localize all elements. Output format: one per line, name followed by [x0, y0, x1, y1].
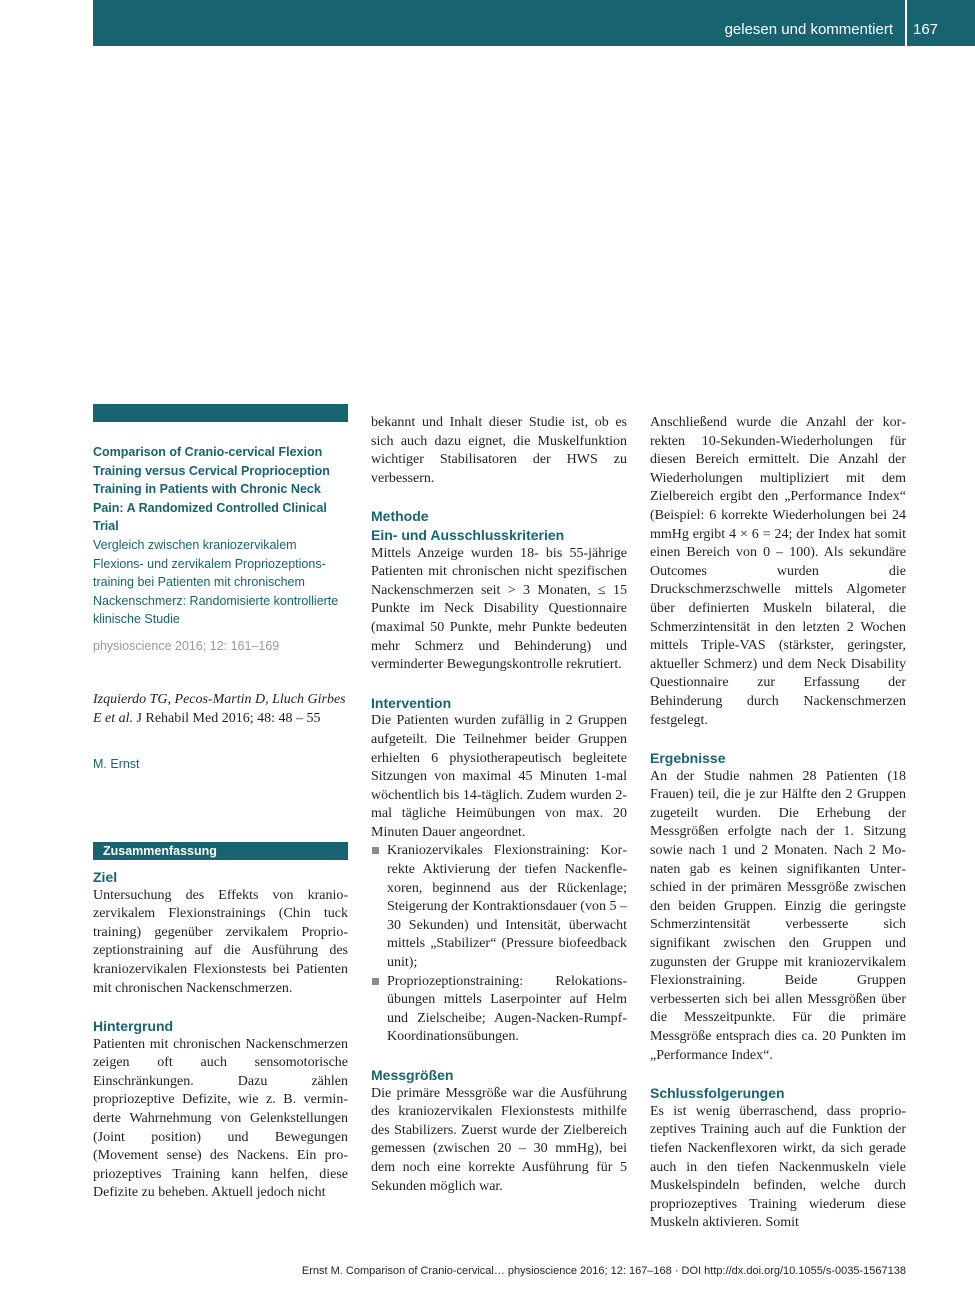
journal-citation: physioscience 2016; 12: 161–169 — [93, 638, 280, 653]
page-header — [93, 0, 975, 46]
page-number: 167 — [913, 21, 939, 38]
column-middle — [371, 414, 627, 1196]
heading-hintergrund: Hintergrund — [93, 1018, 174, 1035]
reference — [93, 690, 348, 728]
text-schlussfolgerungen: Es ist wenig überraschend, dass propriozeptives Training auch auf die Funktion der tiefen Nackenflexoren wirkt, da sich gerade auch in den tiefen Nackenmuskeln viele Muskelspindeln befinden, welche durch propriozeptives Training wiederum diese Muskeln aktivieren. Somit — [650, 1103, 906, 1231]
text-ergebnisse: An der Studie nahmen 28 Patienten (18 Frauen) teil, die je zur Hälfte den 2 Gruppen zugeteilt wurden. Die Erhebung der Messgrößen erfolgte nach der 1. Sitzung sowie nach 1 und 2 Monaten. Nach 2 Monaten gab es keinen signifikanten Unterschied in der primären Messgröße zwischen den beiden Gruppen. Einzig die geringste Schmerzintensität verbesserte sich signifikant zwischen den Gruppen und zugunsten der Gruppe mit kraniozervikalem Flexionstraining. Beide Gruppen verbesserten sich bei allen Messgrößen über die Messzeitpunkte. Für die primäre Messgröße entsprach dies ca. 20 Punkten im „Performance Index“. — [650, 768, 906, 1063]
text-col3-intro: Anschließend wurde die Anzahl der korrekten 10-Sekunden-Wiederholungen für diesen Bereich ermittelt. Die Anzahl der Wiederholungen multipliziert mit dem Zielbereich ergibt den „Performance Index“ (Beispiel: 6 korrekte Wiederholungen bei 24 mmHg ergibt 4 × 6 = 24; der Index hat somit einen Bereich von 0 – 100). Als sekundäre Outcomes wurden die Druckschmerzschwelle mittels Algometer über definierten Muskeln bilateral, die Schmerzintensität in den letzten 2 Wochen mittels Triple-VAS (stärkster, geringster, aktueller Schmerz) und dem Neck Disability Questionnaire zur Erfassung der Behinderung durch Nackenschmerzen festgelegt. — [650, 415, 906, 728]
list-item: Kraniozervikales Flexionstraining: Korrekte Aktivierung der tiefen Nackenflexoren, beginnend aus der Rückenlage; Steigerung der Kontraktionsdauer (von 5 – 30 Sekunden) und Intensität, überwacht mittels „Stabilizer“ (Pressure biofeedback unit); — [371, 842, 627, 972]
text-intervention: Die Patienten wurden zufällig in 2 Gruppen aufgeteilt. Die Teilnehmer beider Gruppen erhielten 6 physiotherapeutisch begleitete Sitzungen von maximal 45 Minuten 1-mal wöchentlich bis 14-täglich. Zudem wurden 2-mal tägliche Heimübungen von max. 20 Minuten Dauer angeordnet. — [371, 713, 627, 840]
heading-ziel: Ziel — [93, 868, 118, 885]
text-ziel: Untersuchung des Effekts von kraniozervikalem Flexionstrainings (Chin tuck training) gegenüber zervikalem Propriozeptionstraining auf die Ausführung des kraniozervikalen Flexionstests bei Patienten mit chronischen Nackenschmerzen. — [93, 887, 348, 996]
title-bar — [93, 404, 348, 422]
page-footer: Ernst M. Comparison of Cranio-cervical… physioscience 2016; 12: 167–168 · DOI http://dx.doi.org/10.1055/s-0035-1567138 — [301, 1265, 906, 1277]
reference-source: J Rehabil Med 2016; 48: 48 – 55 — [133, 710, 321, 726]
column-right — [650, 414, 906, 1233]
text-hintergrund: Patienten mit chronischen Nackenschmerzen zeigen oft auch sensomotorische Einschränkungen. Dazu zählen propriozeptive Defizite, wie z. B. verminderte Wahrnehmung von Gelenkstellungen (Joint position) und Bewegungen (Movement sense) des Nackens. Ein propriozeptives Training kann helfen, diese Defizite zu beheben. Aktuell jedoch nicht — [93, 1036, 348, 1201]
reviewer: M. Ernst — [93, 756, 140, 771]
summary-heading: Zusammenfassung — [93, 842, 348, 860]
bullet-square-icon — [372, 847, 379, 854]
text-einausschluss: Mittels Anzeige wurden 18- bis 55-jährige Patienten mit chronischen nicht spezifischen Nackenschmerzen seit > 3 Monaten, ≤ 15 Punkte im Neck Disability Questionnaire (maximal 50 Punkte, mehr Punkte bedeuten mehr Schmerz und Behinderung) und verminderter Bewegungskontrolle rekrutiert. — [371, 545, 627, 673]
article-title-en: Comparison of Cranio-cervical Flexion Training versus Cervical Proprioception Training in Patients with Chronic Neck Pain: A Randomized Controlled Clinical Trial — [93, 445, 330, 534]
reference-authors: Izquierdo TG, Pecos-Martin D, Lluch Girbes E et al. — [93, 691, 346, 726]
text-messgroessen: Die primäre Messgröße war die Ausführung des kraniozervikalen Flexionstests mithilfe des Stabilizers. Zuerst wurde der Zielbereich gemessen (zwischen 20 – 30 mmHg), bei dem noch eine korrekte Ausführung für 5 Sekunden möglich war. — [371, 1085, 627, 1194]
bullet-square-icon — [372, 978, 379, 985]
heading-ergebnisse: Ergebnisse — [650, 750, 726, 767]
heading-schlussfolgerungen: Schlussfolgerungen — [650, 1085, 785, 1102]
heading-einausschluss: Ein- und Ausschlusskriterien — [371, 526, 565, 543]
heading-intervention: Intervention — [371, 694, 452, 711]
article-title-de: Vergleich zwischen kraniozervikalem Flexions- und zervikalem Propriozeptionstraining bei Patienten mit chronischem Nackenschmerz: Randomisierte kontrollierte klinische Studie — [93, 537, 339, 627]
column-left — [93, 404, 348, 1203]
heading-methode: Methode — [371, 508, 429, 525]
list-item: Propriozeptionstraining: Relokationsübungen mittels Laserpointer auf Helm und Zielscheibe; Augen-Nacken-Rumpf-Koordinationsübungen. — [371, 973, 627, 1047]
intervention-list — [371, 842, 627, 1047]
heading-messgroessen: Messgrößen — [371, 1067, 454, 1083]
text-col2-intro: bekannt und Inhalt dieser Studie ist, ob es sich auch dazu eignet, die Muskelfunktion wichtiger Stabilisatoren der HWS zu verbessern. — [371, 415, 627, 486]
section-title: gelesen und kommentiert — [724, 21, 893, 38]
header-divider — [905, 0, 907, 46]
